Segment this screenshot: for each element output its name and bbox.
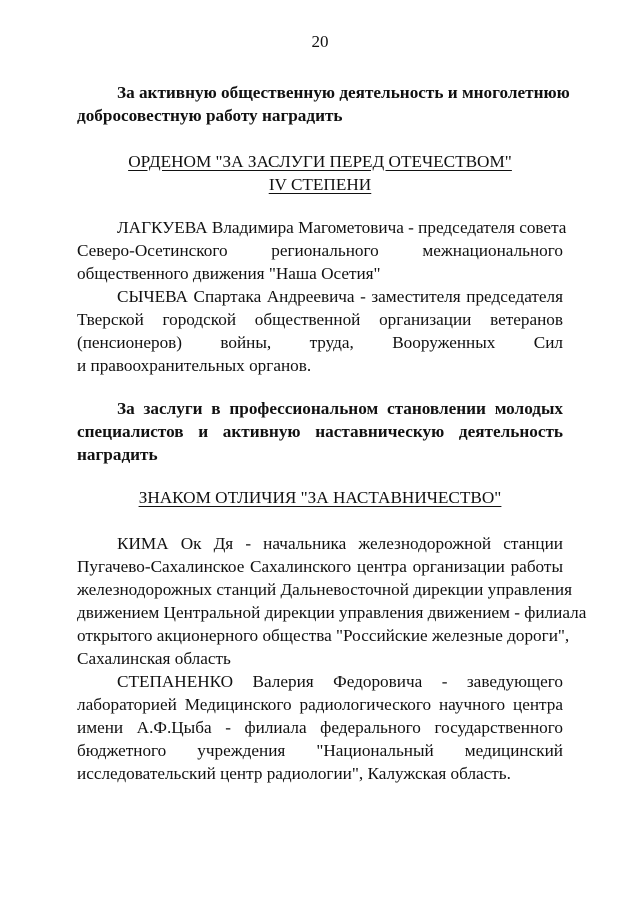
recipient-line: общественного движения "Наша Осетия" xyxy=(77,264,381,283)
recipient-line: исследовательский центр радиологии", Калужская область. xyxy=(77,764,511,783)
recipient-line: и правоохранительных органов. xyxy=(77,356,312,375)
award-title-line xyxy=(0,486,640,509)
recipient-line: Северо-Осетинского регионального межнационального xyxy=(77,241,563,260)
section2-heading-line: наградить xyxy=(77,445,158,464)
recipient-line: лабораторией Медицинского радиологического научного центра xyxy=(77,695,563,714)
section2-award-title xyxy=(0,486,640,509)
page-number: 20 xyxy=(311,32,329,51)
section1-heading-line: За активную общественную деятельность и многолетнюю xyxy=(117,83,570,102)
section2-heading-line: специалистов и активную наставническую деятельность xyxy=(77,422,563,441)
award-title-text: IV СТЕПЕНИ xyxy=(268,175,372,194)
recipient-line: движением Центральной дирекции управления движением - филиала xyxy=(77,603,587,622)
recipient-line: Тверской городской общественной организации ветеранов xyxy=(77,310,563,329)
award-title-line xyxy=(0,150,640,173)
section1-award-title xyxy=(0,150,640,196)
recipient-line: ЛАГКУЕВА Владимира Магометовича - председателя совета xyxy=(117,218,567,237)
award-recipient-lagkuev xyxy=(77,216,567,285)
recipient-line: КИМА Ок Дя - начальника железнодорожной станции xyxy=(117,534,563,553)
section1-heading-line: добросовестную работу наградить xyxy=(77,106,343,125)
recipient-line: Сахалинская область xyxy=(77,649,231,668)
award-title-text: ОРДЕНОМ "ЗА ЗАСЛУГИ ПЕРЕД ОТЕЧЕСТВОМ" xyxy=(128,152,512,171)
recipient-line: СЫЧЕВА Спартака Андреевича - заместителя председателя xyxy=(117,287,563,306)
section2-heading xyxy=(77,397,563,466)
award-recipient-sychev xyxy=(77,285,563,377)
recipient-line: Пугачево-Сахалинское Сахалинского центра организации работы xyxy=(77,557,563,576)
recipient-line: открытого акционерного общества "Российские железные дороги", xyxy=(77,626,570,645)
section1-heading xyxy=(77,81,570,127)
recipient-line: (пенсионеров) войны, труда, Вооруженных Сил xyxy=(77,333,563,352)
award-title-line xyxy=(0,173,640,196)
award-title-text: ЗНАКОМ ОТЛИЧИЯ "ЗА НАСТАВНИЧЕСТВО" xyxy=(138,488,502,507)
recipient-line: железнодорожных станций Дальневосточной дирекции управления xyxy=(77,580,573,599)
recipient-line: бюджетного учреждения "Национальный медицинский xyxy=(77,741,563,760)
section2-heading-line: За заслуги в профессиональном становлении молодых xyxy=(117,399,563,418)
recipient-line: имени А.Ф.Цыба - филиала федерального государственного xyxy=(77,718,563,737)
recipient-line: СТЕПАНЕНКО Валерия Федоровича - заведующего xyxy=(117,672,563,691)
award-recipient-stepanenko xyxy=(77,670,563,785)
award-recipient-kim xyxy=(77,532,587,670)
